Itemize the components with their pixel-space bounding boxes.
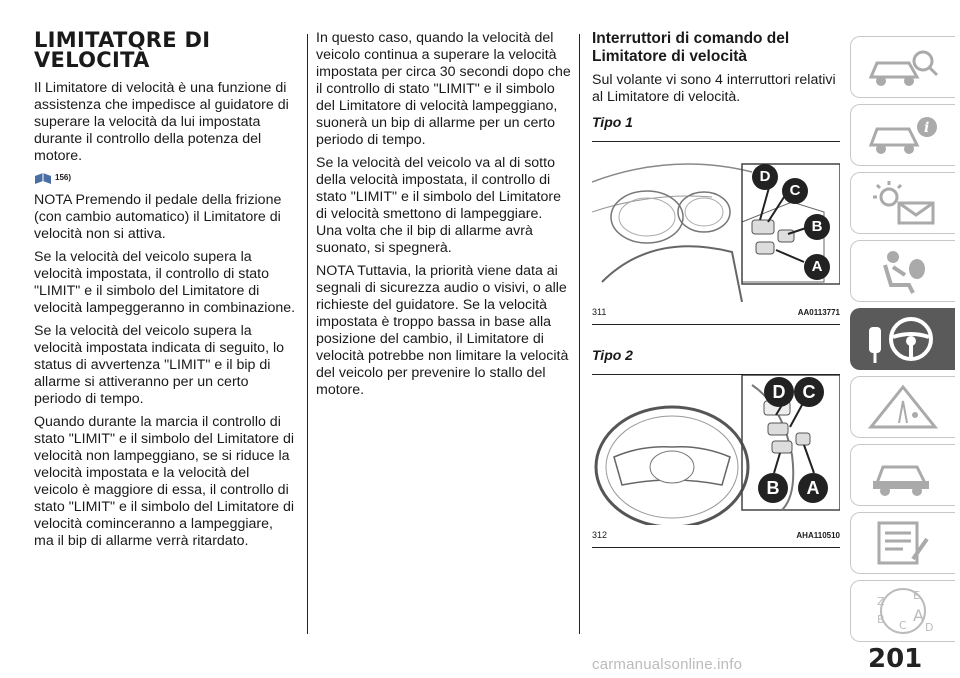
figure-312	[592, 374, 840, 548]
tab-checklist[interactable]	[850, 512, 955, 574]
paragraph: NOTA Premendo il pedale della frizione (con cambio automatico) il Limitatore di velocità non si attiva.	[34, 192, 282, 242]
svg-text:A: A	[913, 606, 924, 625]
tab-steering-wheel-key[interactable]	[850, 308, 955, 370]
svg-text:C: C	[899, 619, 907, 632]
paragraph: Se la velocità del veicolo va al di sotto della velocità impostata, il controllo di stato "LIMIT" e il simbolo del Limitatore di velocità smettono di lampeggiare. Una volta che il bip di allarme avrà suonato, si spegnerà.	[316, 155, 562, 256]
callout-b: B	[804, 214, 830, 240]
checklist-icon	[863, 519, 943, 567]
figure-311	[592, 141, 840, 325]
warning-reference	[34, 169, 296, 186]
title-line-2: VELOCITÀ	[34, 48, 150, 72]
car-service-icon	[863, 451, 943, 499]
callout-a: A	[798, 473, 828, 503]
paragraph: In questo caso, quando la velocità del veicolo continua a superare la velocità impostata per circa 30 secondi dopo che il controllo di stato "LIMIT" e il simbolo del Limitatore di velocità lampeggiano, suonerà un bip di allarme per un certo periodo di tempo.	[316, 30, 571, 148]
dashboard-switch-illustration	[592, 142, 840, 302]
svg-text:i: i	[924, 120, 930, 136]
tab-airbag-seat[interactable]	[850, 240, 955, 302]
tab-road-hazard[interactable]	[850, 376, 955, 438]
column-3	[592, 30, 840, 548]
warning-ref-text: 156)	[55, 173, 72, 182]
subsection-heading: Interruttori di comando del Limitatore di velocità	[592, 30, 790, 65]
figure-code: AHA110510	[796, 531, 840, 540]
figure-caption	[592, 525, 840, 548]
callout-c: C	[794, 377, 824, 407]
callout-d: D	[752, 164, 778, 190]
title-line-1: LIMITATORE DI	[34, 28, 211, 52]
paragraph: Il Limitatore di velocità è una funzione di assistenza che impedisce al guidatore di superare la velocità da lui impostata durante il controllo della potenza del motore.	[34, 80, 289, 164]
callout-b: B	[758, 473, 788, 503]
column-divider	[307, 34, 308, 634]
warning-lights-icon	[863, 179, 943, 227]
page-number: 201	[868, 644, 923, 674]
tab-car-search[interactable]	[850, 36, 955, 98]
paragraph: Se la velocità del veicolo supera la velocità impostata, il controllo di stato "LIMIT" e il simbolo del Limitatore di velocità lampeggeranno in combinazione.	[34, 249, 296, 316]
chapter-tabs	[850, 36, 960, 648]
callout-a: A	[804, 254, 830, 280]
steering-wheel-key-icon	[863, 313, 943, 365]
column-1	[34, 30, 296, 556]
column-divider	[579, 34, 580, 634]
column-2	[316, 30, 572, 405]
paragraph: NOTA Tuttavia, la priorità viene data ai segnali di sicurezza audio o visivi, o alle richieste del guidatore. Se la velocità impostata è troppo bassa in base alla posizione del cambio, il Limitatore di velocità potrebbe non limitare la velocità del veicolo per prevenire lo stallo del motore.	[316, 263, 569, 398]
car-info-icon	[863, 111, 943, 159]
tab-car-service[interactable]	[850, 444, 955, 506]
watermark: carmanualsonline.info	[592, 656, 743, 673]
type-2-label: Tipo 2	[592, 347, 633, 363]
svg-text:D: D	[925, 621, 934, 634]
type-1-label: Tipo 1	[592, 114, 633, 130]
figure-caption	[592, 302, 840, 325]
paragraph: Quando durante la marcia il controllo di stato "LIMIT" e il simbolo del Limitatore di velocità non lampeggiano, se si riduce la velocità impostata e la velocità del veicolo è maggiore di essa, il controllo di stato "LIMIT" e il simbolo del Limitatore di velocità cominceranno a lampeggiare, ma il bip di allarme verrà ritardato.	[34, 414, 295, 549]
section-title	[34, 30, 296, 70]
svg-text:B: B	[877, 613, 885, 626]
figure-311-drawing	[592, 142, 840, 302]
tab-warning-lights[interactable]	[850, 172, 955, 234]
tab-car-info[interactable]	[850, 104, 955, 166]
figure-code: AA0113771	[797, 308, 840, 317]
figure-number: 312	[592, 530, 608, 540]
callout-c: C	[782, 178, 808, 204]
figure-number: 311	[592, 307, 607, 317]
svg-text:E: E	[913, 589, 920, 602]
road-hazard-icon	[863, 383, 943, 431]
index-letters-icon	[863, 585, 943, 637]
warning-book-icon	[34, 172, 52, 186]
paragraph: Sul volante vi sono 4 interruttori relativi al Limitatore di velocità.	[592, 72, 836, 105]
tab-index[interactable]	[850, 580, 955, 642]
car-search-icon	[863, 43, 943, 91]
paragraph: Se la velocità del veicolo supera la velocità impostata indicata di seguito, lo status di avvertenza "LIMIT" e il bip di allarme si attiveranno per un certo periodo di tempo.	[34, 323, 284, 407]
svg-text:Z: Z	[877, 595, 885, 608]
airbag-seat-icon	[863, 247, 943, 295]
callout-d: D	[764, 377, 794, 407]
steering-wheel-illustration	[592, 375, 840, 525]
